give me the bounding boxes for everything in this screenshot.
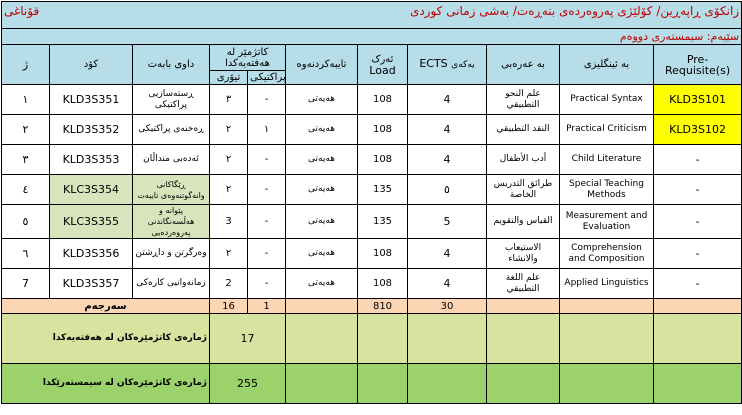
totals-row <box>2 299 742 314</box>
row-english: Special Teaching Methods <box>560 175 654 205</box>
curriculum-table <box>1 1 742 404</box>
row-subject: ئەدەبی منداڵان <box>133 145 210 175</box>
row-ects: 4 <box>408 115 487 145</box>
row-theory: ٢ <box>210 239 248 269</box>
row-practical: - <box>248 269 286 299</box>
row-english: Practical Syntax <box>560 85 654 115</box>
row-approval: هەیەتی <box>286 85 358 115</box>
row-load: 108 <box>358 145 408 175</box>
row-ects: 4 <box>408 85 487 115</box>
weekly-empty-cell <box>560 314 654 364</box>
semester-empty-cell <box>358 364 408 404</box>
row-approval: هەیەتی <box>286 269 358 299</box>
stage-row <box>2 29 742 45</box>
semester-hours-value: 255 <box>210 364 286 404</box>
semester-empty-cell <box>654 364 742 404</box>
row-code: KLC3S354 <box>50 175 133 205</box>
row-prereq: - <box>654 175 742 205</box>
row-ects: ٥ <box>408 175 487 205</box>
weekly-hours-label: ژمارەی کاتژمێرەکان لە هەفتەیەکدا <box>2 314 210 364</box>
title-row <box>2 2 742 29</box>
row-subject: وەرگرتن و داڕشتن <box>133 239 210 269</box>
col-theory-header: تیۆری <box>210 71 248 85</box>
col-arabic-header: بە عەرەبی <box>487 45 560 85</box>
stage-label: سێیەم: سیمستەری دووەم <box>2 29 742 45</box>
semester-empty-cell <box>408 364 487 404</box>
row-theory: ٢ <box>210 175 248 205</box>
ects-label: ECTS <box>419 57 448 70</box>
row-code: KLC3S355 <box>50 205 133 239</box>
semester-empty-cell <box>487 364 560 404</box>
row-theory: ٢ <box>210 115 248 145</box>
col-prereq-header: Pre-Requisite(s) <box>654 45 742 85</box>
row-ects: 4 <box>408 269 487 299</box>
totals-ects: 30 <box>408 299 487 314</box>
row-subject: ڕێگاکانی وانەگوتنەوەی تایبەت <box>133 175 210 205</box>
row-english: Measurement and Evaluation <box>560 205 654 239</box>
semester-empty-cell <box>286 364 358 404</box>
row-approval: هەیەتی <box>286 239 358 269</box>
row-load: 135 <box>358 205 408 239</box>
totals-empty-1 <box>487 299 560 314</box>
row-theory: ٢ <box>210 145 248 175</box>
row-english: Child Literature <box>560 145 654 175</box>
row-load: 108 <box>358 85 408 115</box>
col-no-header: ژ <box>2 45 50 85</box>
row-load: 108 <box>358 239 408 269</box>
row-prereq: - <box>654 145 742 175</box>
row-practical: ١ <box>248 115 286 145</box>
weekly-hours-value: 17 <box>210 314 286 364</box>
row-no: ١ <box>2 85 50 115</box>
col-practical-header: پراکتیکی <box>248 71 286 85</box>
division-label: قۆناغی <box>2 2 133 29</box>
table-row <box>2 239 742 269</box>
table-row <box>2 85 742 115</box>
row-ects: 4 <box>408 239 487 269</box>
row-theory: 3 <box>210 205 248 239</box>
col-load-header <box>358 45 408 85</box>
totals-practical: 1 <box>248 299 286 314</box>
row-arabic: علم اللغة التطبيقي <box>487 269 560 299</box>
row-practical: - <box>248 85 286 115</box>
totals-label: سەرجەم <box>2 299 210 314</box>
row-prereq: KLD3S101 <box>654 85 742 115</box>
table-row <box>2 175 742 205</box>
col-english-header: بە ئینگلیزی <box>560 45 654 85</box>
row-prereq: KLD3S102 <box>654 115 742 145</box>
row-subject: ڕەخنەی پراکتیکی <box>133 115 210 145</box>
totals-empty-3 <box>654 299 742 314</box>
row-code: KLD3S356 <box>50 239 133 269</box>
row-practical: - <box>248 205 286 239</box>
load-top-label: ئەرک <box>371 53 394 65</box>
row-no: ٥ <box>2 205 50 239</box>
ects-ar-label: يەکەی <box>451 60 475 70</box>
row-approval: هەیەتی <box>286 115 358 145</box>
row-subject: پێوانە و هەڵسەنگاندنی پەروەردەیی <box>133 205 210 239</box>
row-no: ٤ <box>2 175 50 205</box>
row-theory: 2 <box>210 269 248 299</box>
row-subject: زمانەوانیی کارەکی <box>133 269 210 299</box>
row-no: ٣ <box>2 145 50 175</box>
weekly-empty-cell <box>358 314 408 364</box>
row-load: 108 <box>358 269 408 299</box>
row-approval: هەیەتی <box>286 145 358 175</box>
row-no: ٢ <box>2 115 50 145</box>
row-code: KLD3S357 <box>50 269 133 299</box>
weekly-hours-row <box>2 314 742 364</box>
row-english: Applied Linguistics <box>560 269 654 299</box>
row-prereq: - <box>654 239 742 269</box>
table-row <box>2 269 742 299</box>
col-ects-header <box>408 45 487 85</box>
totals-theory: 16 <box>210 299 248 314</box>
load-label: Load <box>369 63 396 77</box>
row-prereq: - <box>654 269 742 299</box>
totals-empty-2 <box>560 299 654 314</box>
table-row <box>2 115 742 145</box>
row-arabic: علم النحو التطبيقي <box>487 85 560 115</box>
col-subject-header: داوی بابەت <box>133 45 210 85</box>
header-row-top <box>2 45 742 71</box>
row-practical: - <box>248 145 286 175</box>
row-load: 108 <box>358 115 408 145</box>
table-row <box>2 205 742 239</box>
row-english: Practical Criticism <box>560 115 654 145</box>
table-row <box>2 145 742 175</box>
col-hours-header: کاتژمێر لە هەفتەیەکدا <box>210 45 286 71</box>
row-code: KLD3S352 <box>50 115 133 145</box>
row-arabic: أدب الأطفال <box>487 145 560 175</box>
row-ects: 4 <box>408 145 487 175</box>
row-arabic: طرائق التدريس الخاصة <box>487 175 560 205</box>
row-prereq: - <box>654 205 742 239</box>
col-code-header: کۆد <box>50 45 133 85</box>
semester-empty-cell <box>560 364 654 404</box>
col-approval-header: تایبەکردنەوە <box>286 45 358 85</box>
weekly-empty-cell <box>408 314 487 364</box>
row-practical: - <box>248 175 286 205</box>
row-subject: ڕستەسازیی پراکتیکی <box>133 85 210 115</box>
row-load: 135 <box>358 175 408 205</box>
weekly-empty-cell <box>654 314 742 364</box>
row-approval: هەیەتی <box>286 175 358 205</box>
row-practical: - <box>248 239 286 269</box>
row-approval: هەیەتی <box>286 205 358 239</box>
row-no: ٦ <box>2 239 50 269</box>
row-english: Comprehension and Composition <box>560 239 654 269</box>
university-title: زانکۆی ڕاپەڕین/ کۆلێژی پەروەردەی بنەڕەت/ بەشی زمانی کوردی <box>133 2 742 29</box>
weekly-empty-cell <box>487 314 560 364</box>
row-arabic: الاستيعاب والانشاء <box>487 239 560 269</box>
row-arabic: النقد التطبيقي <box>487 115 560 145</box>
semester-hours-row <box>2 364 742 404</box>
row-arabic: القياس والتقويم <box>487 205 560 239</box>
row-code: KLD3S351 <box>50 85 133 115</box>
row-code: KLD3S353 <box>50 145 133 175</box>
row-theory: ٣ <box>210 85 248 115</box>
semester-hours-label: ژمارەی کاتژمێرەکان لە سیمستەرێکدا <box>2 364 210 404</box>
weekly-empty-cell <box>286 314 358 364</box>
row-ects: 5 <box>408 205 487 239</box>
totals-load: 810 <box>358 299 408 314</box>
row-no: 7 <box>2 269 50 299</box>
totals-approval-empty <box>286 299 358 314</box>
